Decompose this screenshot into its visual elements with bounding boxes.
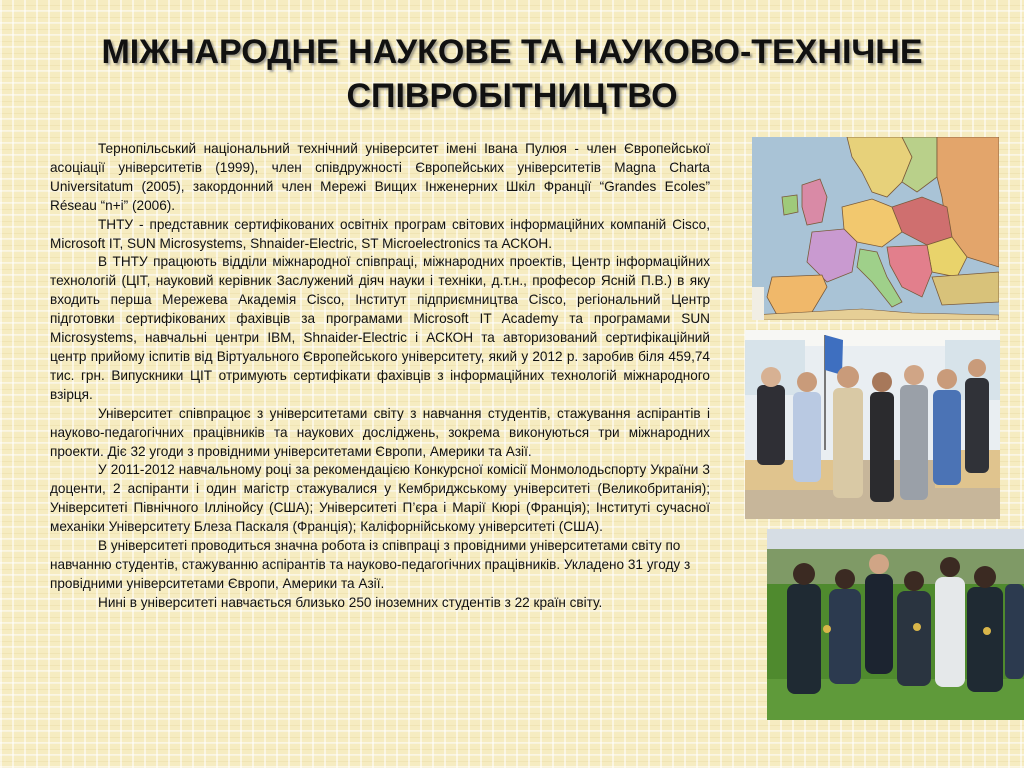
paragraph-cooperation: Університет співпрацює з університетами світу з навчання студентів, стажування аспірантів і науково-педагогічних працівників та наукових досліджень, зокрема виконуються три міжнародних проекти. Діє 32 угоди з провідними університетами Європи, Америки та Азії.	[50, 405, 710, 459]
body-text	[50, 140, 710, 613]
europe-map-photo	[752, 137, 999, 320]
slide-title	[0, 30, 1024, 118]
paragraph-internships: У 2011-2012 навчальному році за рекомендацією Конкурсної комісії Монмолодьспорту України 3 доценти, 2 аспіранти і один магістр стажувалися у Кембриджському університеті (Великобританія); Університеті Північного Іллінойсу (США); Університеті П’єра і Марії Кюрі (Франція); Інституті сучасної механіки Університету Блеза Паскаля (Франція); Каліфорнійському університеті (США).	[50, 462, 710, 535]
delegation-meeting-photo	[745, 330, 1000, 519]
paragraph-foreign-students: Нині в університеті навчається близько 250 іноземних студентів з 22 країн світу.	[98, 594, 603, 610]
students-group-photo	[767, 529, 1024, 720]
paragraph-partner-work: В університеті проводиться значна робота із співпраці з провідними університетами світу по навчанню студентів, стажуванню аспірантів та науково-педагогічних працівників. Укладено 31 угоду з провідними університетами Європи, Америки та Азії.	[50, 538, 691, 591]
paragraph-membership: Тернопільський національний технічний університет імені Івана Пулюя - член Європейської асоціації університетів (1999), член співдружності Європейських університетів Magna Charta Universitatum (2005), закордонний член Мережі Вищих Інженерних Шкіл Франції “Grandes Ecoles” Réseau “n+i” (2006).	[50, 141, 710, 213]
title-line-1: МІЖНАРОДНЕ НАУКОВЕ ТА НАУКОВО-ТЕХНІЧНЕ	[101, 33, 923, 71]
paragraph-departments: В ТНТУ працюють відділи міжнародної співпраці, міжнародних проектів, Центр інформаційних технологій (ЦІТ, науковий керівник Заслужений діяч науки і техніки, д.т.н., професор Ясній П.В.) в яку входить перша Мережева Академія Cisco, Інститут підприємництва Cisco, регіональний Центр підготовки сертифікованих фахівців за програмами Microsoft IT Academy та програмами SUN Microsystems, навчальні центри IBM, Shnaider-Electric і АСКОН та авторизований сертифікаційний центр прийому іспитів від Віртуального Європейського університету, який у 2012 р. заробив біля 459,74 тис. грн. Випускники ЦІТ отримують сертифікати фахівців з інформаційних технологій міжнародного взірця.	[50, 254, 710, 402]
title-line-2: СПІВРОБІТНИЦТВО	[346, 77, 678, 115]
paragraph-certified-programs: ТНТУ - представник сертифікованих освітніх програм світових інформаційних компаній Cisco, Microsoft IT, SUN Microsystems, Shnaider-Electric, ST Microelectronics та АСКОН.	[50, 216, 710, 251]
